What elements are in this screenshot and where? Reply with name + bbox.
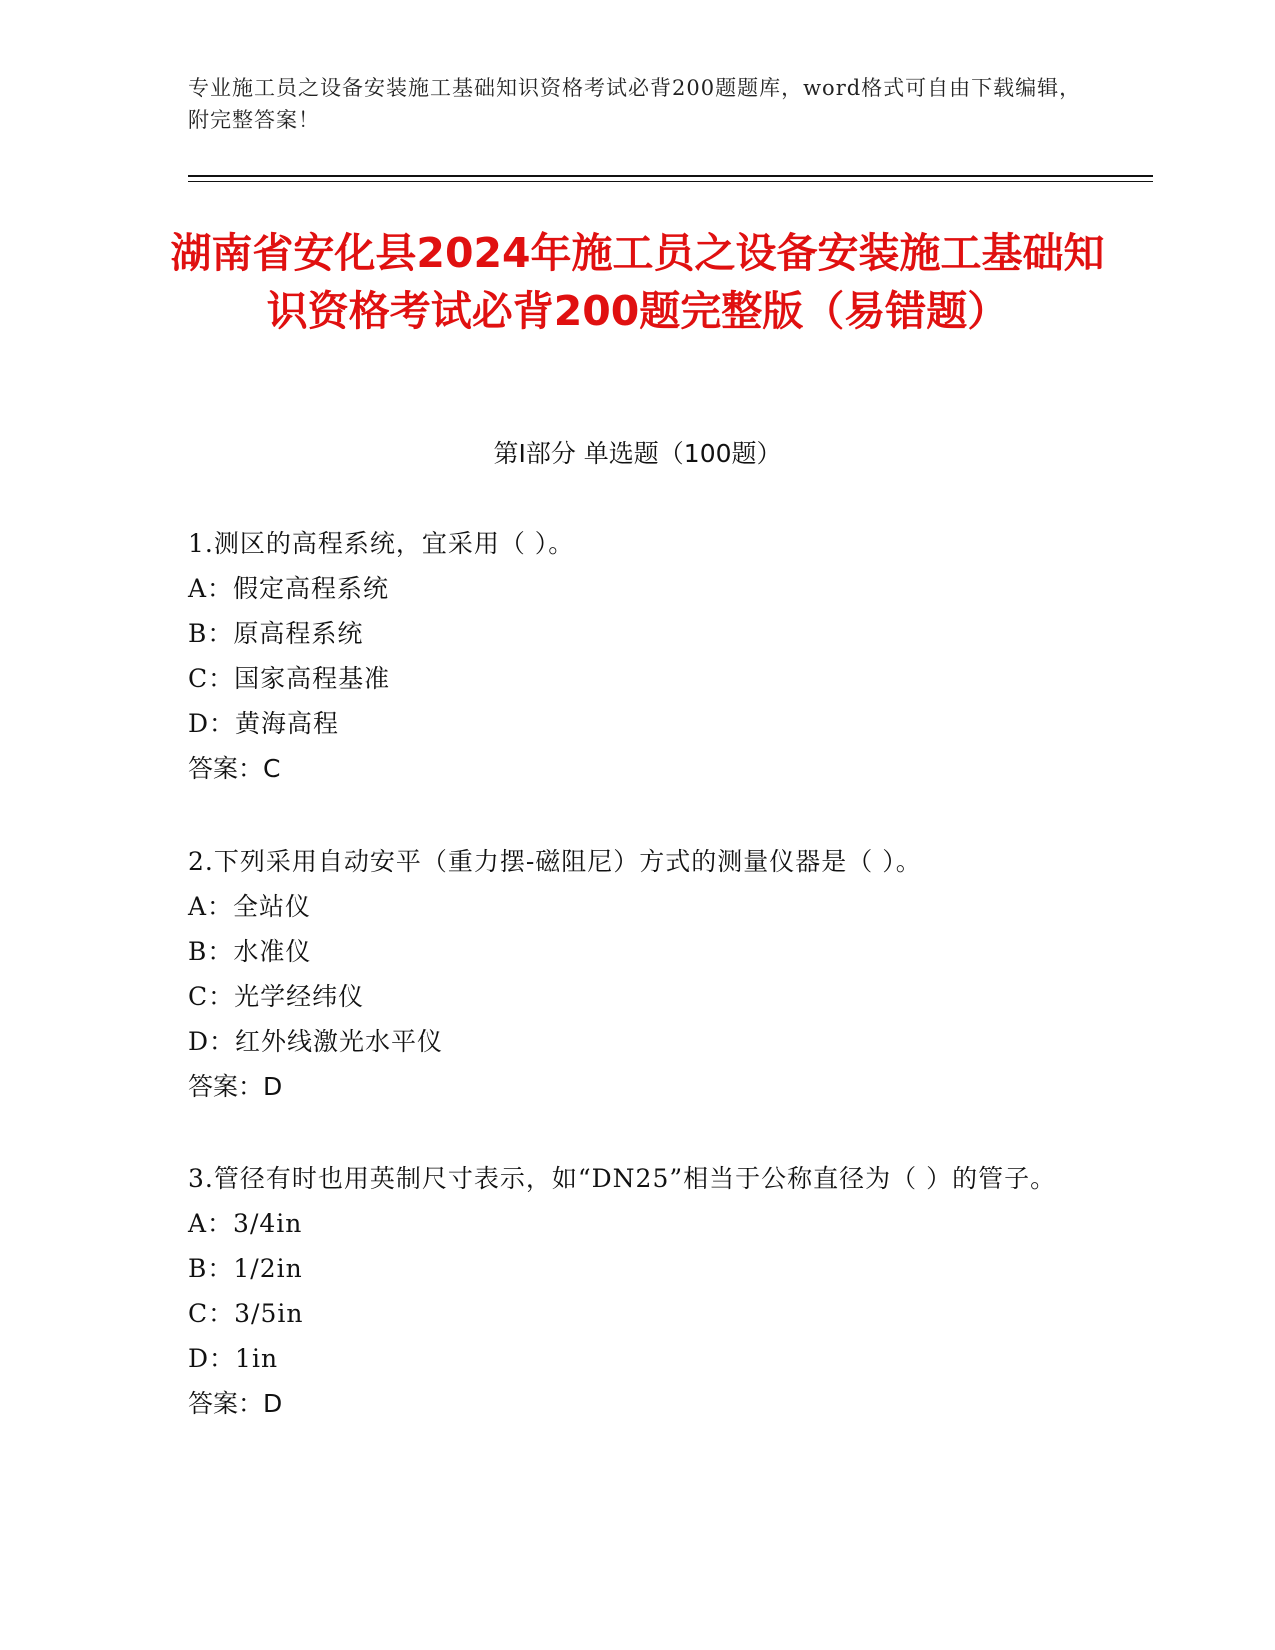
option-a: A：3/4in bbox=[188, 1209, 303, 1238]
section-heading: 第Ⅰ部分 单选题（100题） bbox=[493, 439, 782, 468]
answer-line: 答案：D bbox=[188, 1072, 283, 1101]
header-divider-thin bbox=[188, 181, 1153, 182]
question-item bbox=[188, 840, 1088, 1109]
option-a: A：全站仪 bbox=[188, 892, 312, 921]
option-c: C：国家高程基准 bbox=[188, 664, 391, 693]
option-c: C：3/5in bbox=[188, 1299, 304, 1328]
option-b: B：原高程系统 bbox=[188, 619, 364, 648]
option-d: D：红外线激光水平仪 bbox=[188, 1027, 444, 1056]
option-d: D：1in bbox=[188, 1344, 279, 1373]
option-c: C：光学经纬仪 bbox=[188, 982, 365, 1011]
option-b: B：1/2in bbox=[188, 1254, 303, 1283]
option-a: A：假定高程系统 bbox=[188, 574, 390, 603]
answer-line: 答案：D bbox=[188, 1389, 283, 1418]
question-stem: 2.下列采用自动安平（重力摆-磁阻尼）方式的测量仪器是（ ）。 bbox=[188, 847, 922, 876]
header-divider-thick bbox=[188, 175, 1153, 177]
option-d: D：黄海高程 bbox=[188, 709, 340, 738]
question-item bbox=[188, 1157, 1088, 1426]
document-title: 湖南省安化县2024年施工员之设备安装施工基础知识资格考试必背200题完整版（易错题） bbox=[170, 229, 1105, 335]
question-stem: 3.管径有时也用英制尺寸表示，如“DN25”相当于公称直径为（ ）的管子。 bbox=[188, 1164, 1057, 1193]
question-item bbox=[188, 522, 1088, 791]
answer-line: 答案：C bbox=[188, 754, 281, 783]
option-b: B：水准仪 bbox=[188, 937, 312, 966]
header-note: 专业施工员之设备安装施工基础知识资格考试必背200题题库，word格式可自由下载编辑，附完整答案！ bbox=[188, 76, 1082, 132]
question-stem: 1.测区的高程系统，宜采用（ ）。 bbox=[188, 529, 575, 558]
